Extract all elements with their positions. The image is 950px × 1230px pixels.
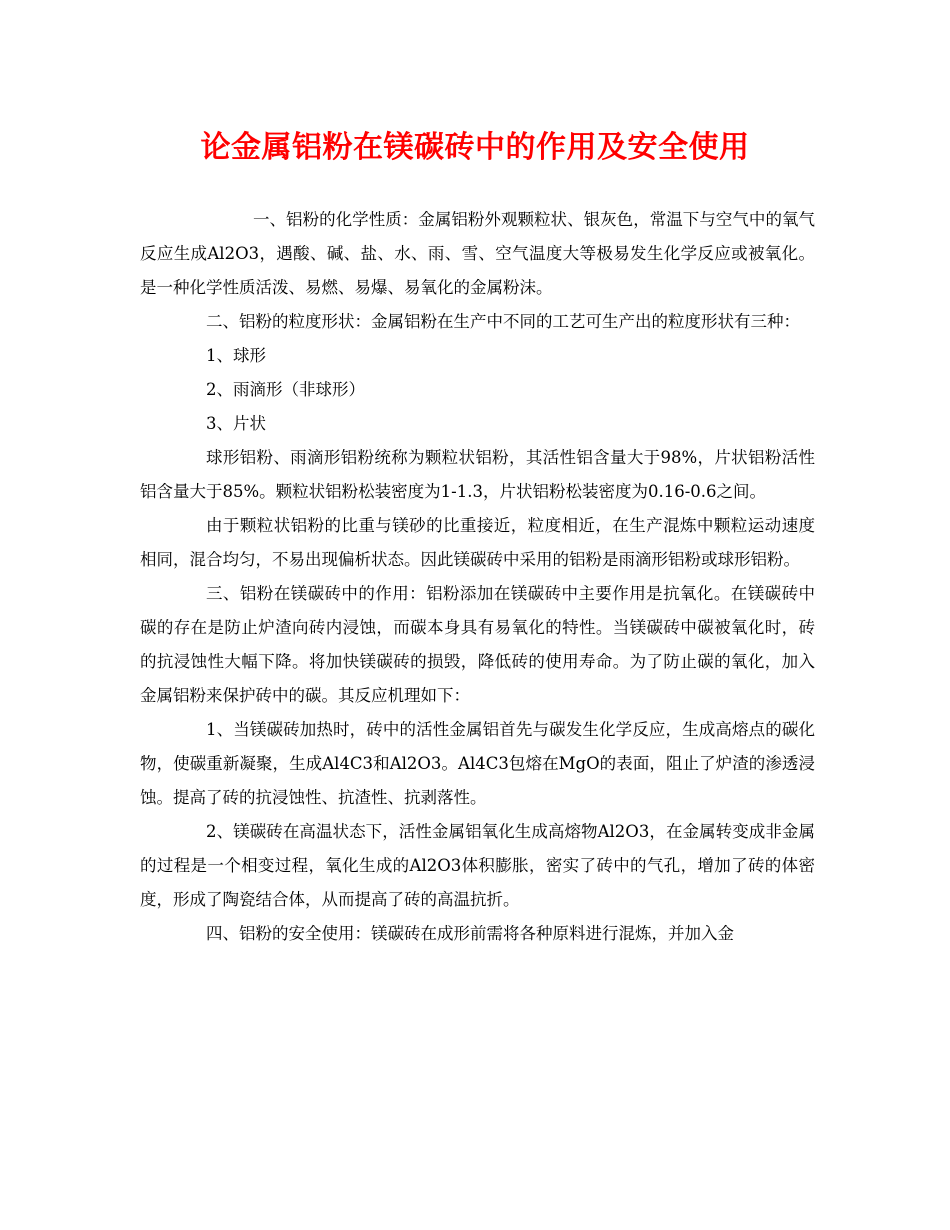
paragraph-active-aluminum-content: 球形铝粉、雨滴形铝粉统称为颗粒状铝粉，其活性铝含量大于98%，片状铝粉活性铝含量大于85%。颗粒状铝粉松装密度为1-1.3，片状铝粉松装密度为0.16-0.6之间。 [140, 448, 815, 501]
paragraph-mechanism-1: 1、当镁碳砖加热时，砖中的活性金属铝首先与碳发生化学反应，生成高熔点的碳化物，使碳重新凝聚，生成Al4C3和Al2O3。Al4C3包熔在MgO的表面，阻止了炉渣的渗透浸蚀。提高了砖的抗浸蚀性、抗渣性、抗剥落性。 [140, 720, 815, 807]
document-title: 论金属铝粉在镁碳砖中的作用及安全使用 [200, 130, 750, 165]
paragraph-density-mixing: 由于颗粒状铝粉的比重与镁砂的比重接近，粒度相近，在生产混炼中颗粒运动速度相同，混合均匀，不易出现偏析状态。因此镁碳砖中采用的铝粉是雨滴形铝粉或球形铝粉。 [140, 516, 815, 569]
paragraph-chemical-properties: 一、铝粉的化学性质：金属铝粉外观颗粒状、银灰色，常温下与空气中的氧气反应生成Al2O3，遇酸、碱、盐、水、雨、雪、空气温度大等极易发生化学反应或被氧化。是一种化学性质活泼、易燃、易爆、易氧化的金属粉沫。 [140, 210, 815, 297]
paragraph-particle-shape: 二、铝粉的粒度形状：金属铝粉在生产中不同的工艺可生产出的粒度形状有三种： [206, 312, 800, 331]
paragraph-role-in-brick: 三、铝粉在镁碳砖中的作用：铝粉添加在镁碳砖中主要作用是抗氧化。在镁碳砖中碳的存在是防止炉渣向砖内浸蚀，而碳本身具有易氧化的特性。当镁碳砖中碳被氧化时，砖的抗浸蚀性大幅下降。将加快镁碳砖的损毁，降低砖的使用寿命。为了防止碳的氧化，加入金属铝粉来保护砖中的碳。其反应机理如下： [140, 584, 815, 705]
list-item-spherical: 1、球形 [206, 346, 266, 365]
list-item-flake: 3、片状 [206, 414, 266, 433]
paragraph-safe-use: 四、铝粉的安全使用：镁碳砖在成形前需将各种原料进行混炼，并加入金 [206, 924, 734, 943]
document-body [140, 203, 815, 951]
list-item-raindrop: 2、雨滴形（非球形） [206, 380, 365, 399]
paragraph-mechanism-2: 2、镁碳砖在高温状态下，活性金属铝氧化生成高熔物Al2O3，在金属转变成非金属的过程是一个相变过程，氧化生成的Al2O3体积膨胀，密实了砖中的气孔，增加了砖的体密度，形成了陶瓷结合体，从而提高了砖的高温抗折。 [140, 822, 815, 909]
